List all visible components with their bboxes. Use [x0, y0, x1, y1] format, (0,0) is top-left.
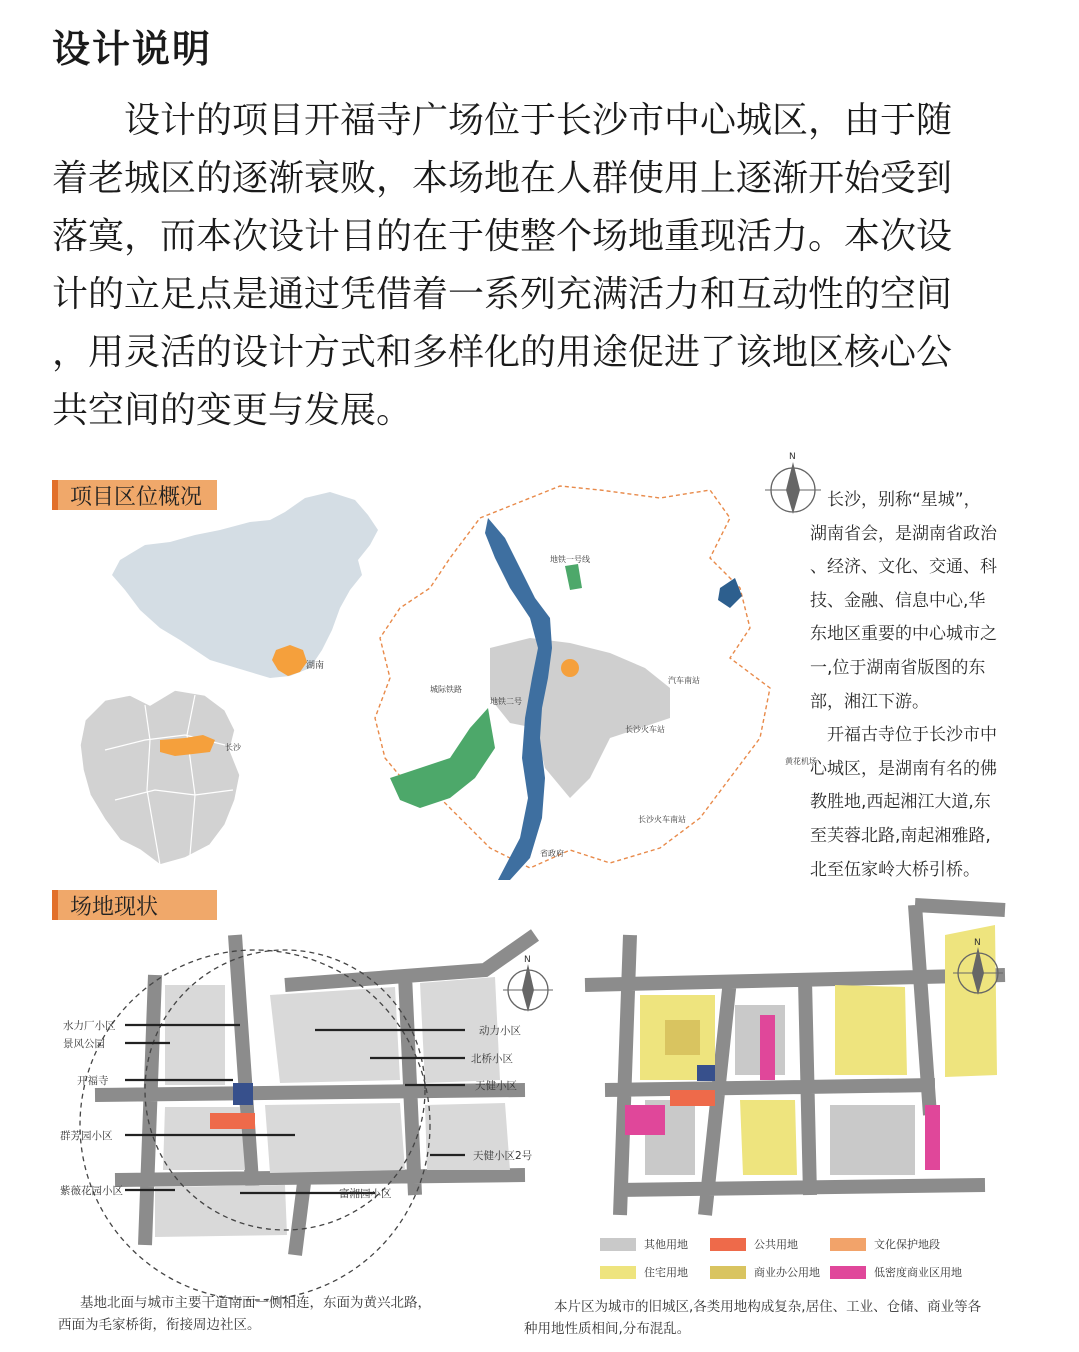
svg-text:N: N — [524, 955, 531, 965]
hunan-map-label: 长沙 — [225, 743, 241, 752]
site-label: 水力厂小区 — [63, 1020, 116, 1032]
description-line: 一,位于湖南省版图的东 — [810, 657, 986, 678]
site-label: 动力小区 — [479, 1025, 521, 1037]
legend-item — [600, 1264, 688, 1280]
description-line: 北至伍家岭大桥引桥。 — [810, 859, 980, 880]
legend-item — [710, 1264, 820, 1280]
city-map-label: 汽车南站 — [668, 676, 700, 685]
description-line: 开福古寺位于长沙市中 — [810, 725, 997, 746]
site-label: 天健小区 — [475, 1080, 517, 1092]
china-map-label: 湖南 — [306, 661, 325, 671]
site-label: 景风公园 — [63, 1038, 105, 1050]
description-line: 心城区，是湖南有名的佛 — [810, 758, 997, 779]
site-status-map — [55, 925, 545, 1295]
site-marker — [561, 659, 579, 677]
description-line: 教胜地,西起湘江大道,东 — [810, 792, 991, 813]
kaifu-temple — [697, 1065, 715, 1081]
paragraph-line: 设计的项目开福寺广场位于长沙市中心城区，由于随 — [52, 100, 953, 141]
section-header-site — [52, 890, 217, 920]
city-map-label: 黄花机场 — [785, 757, 817, 766]
legend-label: 低密度商业区用地 — [874, 1266, 962, 1279]
green-area-north — [565, 564, 582, 590]
caption-line: 基地北面与城市主要干道南面一侧相连，东面为黄兴北路， — [80, 1295, 431, 1311]
section-header-label: 场地现状 — [70, 894, 159, 920]
legend-label: 住宅用地 — [644, 1266, 688, 1279]
legend-label: 公共用地 — [754, 1238, 798, 1251]
city-map-label: 地铁二号 — [490, 697, 522, 706]
paragraph-line: ，用灵活的设计方式和多样化的用途促进了该地区核心公 — [52, 332, 953, 373]
legend-label: 其他用地 — [644, 1238, 688, 1251]
svg-text:N: N — [974, 938, 981, 948]
city-map-label: 长沙火车站 — [625, 725, 665, 734]
hunan-outline — [80, 690, 240, 865]
north-arrow-icon — [500, 952, 556, 1018]
legend-swatch — [600, 1266, 636, 1279]
changsha-city-map — [370, 478, 817, 880]
section-header-label: 项目区位概况 — [70, 484, 203, 510]
hunan-map — [75, 680, 295, 870]
legend-label: 文化保护地段 — [874, 1238, 940, 1251]
legend-item — [600, 1236, 688, 1252]
paragraph-line: 共空间的变更与发展。 — [52, 390, 413, 431]
description-line: 、经济、文化、交通、科 — [810, 557, 997, 578]
public-land-block — [670, 1090, 715, 1106]
design-description — [52, 92, 1032, 440]
paragraph-line: 计的立足点是通过凭借着一系列充满活力和互动性的空间 — [52, 274, 953, 315]
page-title: 设计说明 — [52, 27, 213, 71]
legend-swatch — [600, 1238, 636, 1251]
city-map-label: 地铁一号线 — [550, 555, 590, 564]
building-blocks — [155, 977, 510, 1237]
paragraph-line: 着老城区的逐渐衰败，本场地在人群使用上逐渐开始受到 — [52, 158, 953, 199]
description-line: 东地区重要的中心城市之 — [810, 624, 997, 645]
site-label: 北桥小区 — [471, 1053, 513, 1065]
site-label: 富湘园小区 — [339, 1188, 392, 1200]
description-line: 长沙，别称“星城”， — [810, 490, 981, 510]
site-label: 开福寺 — [77, 1075, 109, 1087]
description-line: 技、金融、信息中心,华 — [810, 590, 986, 611]
site-caption — [58, 1292, 431, 1336]
site-label: 天健小区2号 — [473, 1150, 533, 1162]
city-map-label: 城际铁路 — [430, 685, 462, 694]
commercial-office-block — [665, 1020, 700, 1055]
svg-text:N: N — [789, 452, 796, 462]
city-map-label: 长沙火车南站 — [638, 815, 686, 824]
legend-item — [830, 1236, 940, 1252]
description-line: 湖南省会，是湖南省政治 — [810, 523, 997, 544]
land-use-caption — [524, 1296, 981, 1340]
legend-item — [710, 1236, 798, 1252]
lake — [718, 578, 742, 608]
legend-swatch — [830, 1266, 866, 1279]
caption-line: 本片区为城市的旧城区,各类用地构成复杂,居住、工业、仓储、商业等各 — [554, 1299, 982, 1315]
legend-item — [830, 1264, 962, 1280]
china-map — [100, 490, 390, 680]
city-map-label: 省政府 — [540, 849, 564, 858]
site-label: 群芳园小区 — [60, 1130, 113, 1142]
site-label: 紫薇花园小区 — [60, 1185, 123, 1197]
legend-swatch — [830, 1238, 866, 1251]
legend-swatch — [710, 1238, 746, 1251]
kaifu-temple — [233, 1083, 253, 1105]
city-description — [810, 484, 1040, 887]
site-plaza — [210, 1113, 255, 1129]
north-arrow-icon — [950, 935, 1006, 1001]
paragraph-line: 落寞，而本次设计目的在于使整个场地重现活力。本次设 — [52, 216, 953, 257]
caption-line: 种用地性质相间,分布混乱。 — [524, 1321, 691, 1337]
legend-label: 商业办公用地 — [754, 1266, 820, 1279]
description-line: 至芙蓉北路,南起湘雅路, — [810, 825, 991, 846]
land-use-legend — [600, 1236, 1020, 1288]
legend-swatch — [710, 1266, 746, 1279]
description-line: 部，湘江下游。 — [810, 691, 929, 712]
urban-area — [490, 638, 670, 798]
china-outline — [112, 492, 378, 678]
caption-line: 西面为毛家桥街，衔接周边社区。 — [58, 1317, 261, 1333]
green-area-west — [390, 708, 495, 808]
